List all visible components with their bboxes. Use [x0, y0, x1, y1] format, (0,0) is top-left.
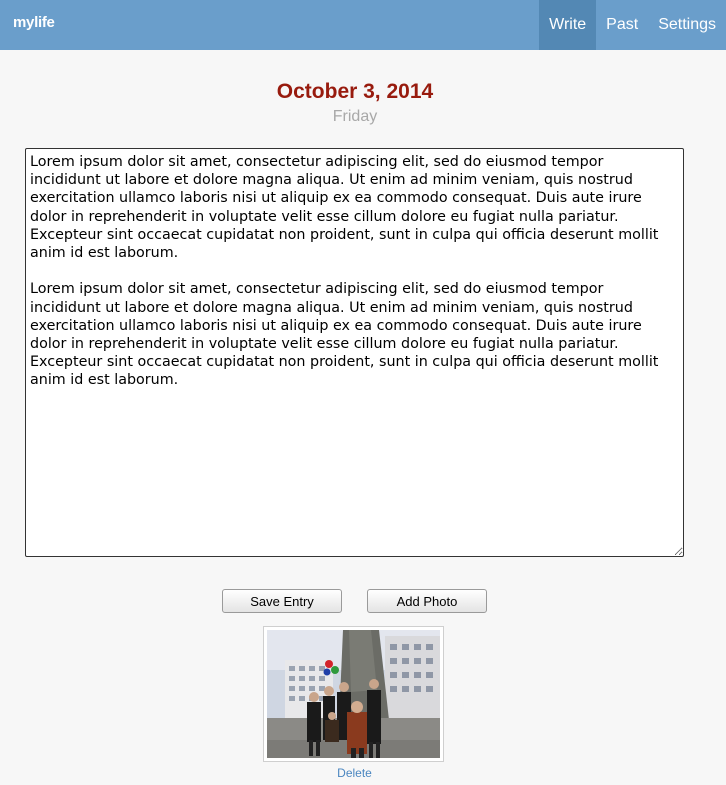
- delete-photo-link[interactable]: Delete: [337, 766, 372, 780]
- journal-entry-textarea[interactable]: [25, 148, 684, 557]
- entry-weekday: Friday: [332, 108, 378, 125]
- brand-logo[interactable]: mylife: [13, 14, 55, 31]
- main-nav: [539, 0, 726, 50]
- entry-date: October 3, 2014: [276, 80, 434, 103]
- nav-settings[interactable]: Settings: [658, 16, 716, 33]
- save-entry-button[interactable]: Save Entry: [222, 589, 342, 613]
- add-photo-button[interactable]: Add Photo: [367, 589, 487, 613]
- nav-write[interactable]: Write: [539, 0, 596, 50]
- nav-past[interactable]: Past: [606, 16, 639, 33]
- photo-image: [267, 630, 440, 758]
- attached-photo: [263, 626, 444, 762]
- top-navbar: [0, 0, 726, 50]
